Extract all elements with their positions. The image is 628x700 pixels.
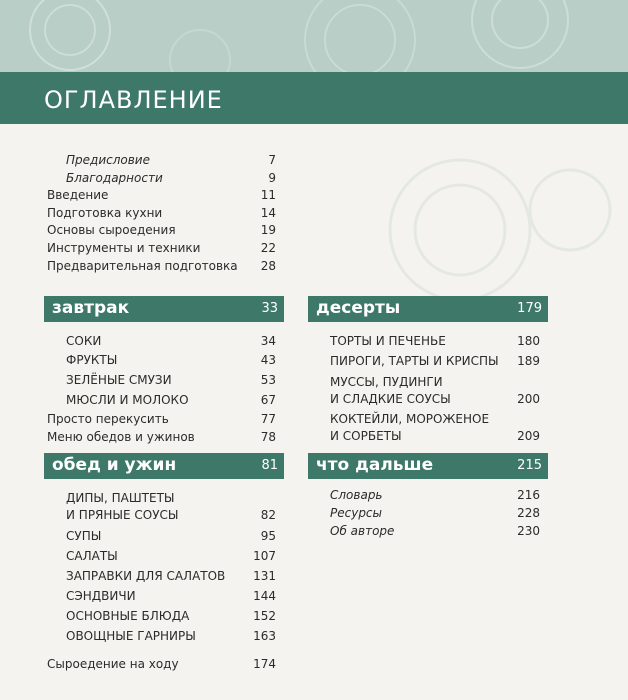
entry-label: Предисловие <box>66 153 150 167</box>
toc-entry-cocktails[interactable] <box>330 411 540 445</box>
entry-page: 200 <box>517 392 540 406</box>
entry-label: ЗАПРАВКИ ДЛЯ САЛАТОВ <box>66 569 226 583</box>
entry-page: 189 <box>517 354 540 368</box>
entry-page: 152 <box>253 609 276 623</box>
entry-label: Ресурсы <box>330 506 383 520</box>
section-header-what-next[interactable] <box>308 453 548 479</box>
section-page: 179 <box>517 301 542 316</box>
entry-label: Предварительная подготовка <box>47 259 238 273</box>
entry-label: Благодарности <box>66 171 163 185</box>
page-title: ОГЛАВЛЕНИЕ <box>44 86 223 114</box>
entry-page: 53 <box>260 373 276 387</box>
entry-label: ОСНОВНЫЕ БЛЮДА <box>66 609 190 623</box>
entry-label: СЭНДВИЧИ <box>66 589 136 603</box>
entry-page: 131 <box>253 569 276 583</box>
entry-page: 19 <box>260 223 276 237</box>
entry-page: 14 <box>260 206 276 220</box>
entry-page: 7 <box>268 153 276 167</box>
entry-label: ТОРТЫ И ПЕЧЕНЬЕ <box>330 334 446 348</box>
entry-label: Сыроедение на ходу <box>47 657 179 671</box>
entry-page: 77 <box>260 412 276 426</box>
section-header-lunch-dinner[interactable] <box>44 453 284 479</box>
entry-page: 67 <box>260 393 276 407</box>
decorative-top-band <box>0 0 628 72</box>
entry-page: 28 <box>260 259 276 273</box>
background-swirl-watermark <box>290 150 628 320</box>
entry-label: МУССЫ, ПУДИНГИ <box>330 375 443 389</box>
entry-label: Об авторе <box>330 524 395 538</box>
section-page: 33 <box>261 301 278 316</box>
entry-label: ЗЕЛЁНЫЕ СМУЗИ <box>66 373 172 387</box>
entry-label: ДИПЫ, ПАШТЕТЫ <box>66 491 175 505</box>
entry-page: 95 <box>260 529 276 543</box>
entry-page: 34 <box>260 334 276 348</box>
entry-label: СУПЫ <box>66 529 102 543</box>
section-title: обед и ужин <box>52 455 177 475</box>
entry-label: ПИРОГИ, ТАРТЫ И КРИСПЫ <box>330 354 499 368</box>
section-header-breakfast[interactable] <box>44 296 284 322</box>
entry-page: 43 <box>260 353 276 367</box>
entry-page: 230 <box>517 524 540 538</box>
entry-label: Меню обедов и ужинов <box>47 430 195 444</box>
toc-entry-dips[interactable] <box>66 490 276 524</box>
entry-label: КОКТЕЙЛИ, МОРОЖЕНОЕ <box>330 412 490 426</box>
entry-label: МЮСЛИ И МОЛОКО <box>66 393 189 407</box>
entry-label: Подготовка кухни <box>47 206 163 220</box>
section-title: десерты <box>316 298 401 318</box>
entry-page: 9 <box>268 171 276 185</box>
entry-label: САЛАТЫ <box>66 549 118 563</box>
entry-page: 216 <box>517 488 540 502</box>
entry-page: 82 <box>260 508 276 522</box>
entry-page: 107 <box>253 549 276 563</box>
section-page: 215 <box>517 458 542 473</box>
entry-label: Инструменты и техники <box>47 241 201 255</box>
entry-label-line2: И СЛАДКИЕ СОУСЫ <box>330 392 451 406</box>
entry-page: 22 <box>260 241 276 255</box>
section-title: что дальше <box>316 455 434 475</box>
entry-page: 144 <box>253 589 276 603</box>
toc-entry-mousses[interactable] <box>330 374 540 408</box>
entry-page: 78 <box>260 430 276 444</box>
swirl-pattern <box>0 0 628 72</box>
entry-label: Просто перекусить <box>47 412 169 426</box>
entry-label: ОВОЩНЫЕ ГАРНИРЫ <box>66 629 196 643</box>
entry-label-line2: И СОРБЕТЫ <box>330 429 402 443</box>
section-title: завтрак <box>52 298 130 318</box>
entry-page: 163 <box>253 629 276 643</box>
entry-page: 209 <box>517 429 540 443</box>
section-header-desserts[interactable] <box>308 296 548 322</box>
entry-page: 228 <box>517 506 540 520</box>
entry-page: 11 <box>260 188 276 202</box>
entry-label: Введение <box>47 188 109 202</box>
entry-label: СОКИ <box>66 334 102 348</box>
section-page: 81 <box>261 458 278 473</box>
entry-label-line2: И ПРЯНЫЕ СОУСЫ <box>66 508 179 522</box>
entry-label: Словарь <box>330 488 383 502</box>
entry-label: ФРУКТЫ <box>66 353 118 367</box>
entry-page: 180 <box>517 334 540 348</box>
entry-page: 174 <box>253 657 276 671</box>
entry-label: Основы сыроедения <box>47 223 176 237</box>
